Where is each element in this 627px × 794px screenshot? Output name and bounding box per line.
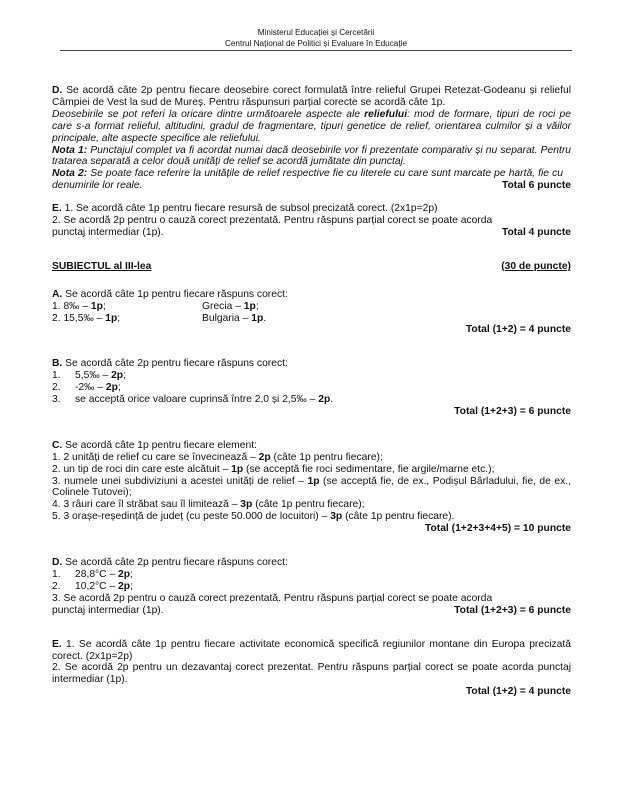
list-item xyxy=(52,511,571,523)
item-points: 3p xyxy=(240,499,253,511)
section-letter: B. xyxy=(52,358,63,370)
item-punct: . xyxy=(330,394,334,406)
list-item xyxy=(52,581,571,593)
section-letter: C. xyxy=(52,439,63,451)
item-note: (se acceptă fie, de ex., Podișul Bârladului, fie, de ex., Colinele Tutovei); xyxy=(52,475,571,499)
center-name: Centrul Național de Politici și Evaluare în Educație xyxy=(224,38,408,48)
section-b xyxy=(52,358,571,418)
aspects-text-end: : mod de formare, tipuri de roci pe care s-a format relieful, altitudini, gradul de fragmentare, tipuri genetice de relief, orientarea culmilor și a văilor principale, alte aspecte specifice ale reliefului. xyxy=(52,108,571,144)
section-total: Total (1+2) = 4 puncte xyxy=(465,686,571,698)
subject-title: SUBIECTUL al III-lea xyxy=(52,260,152,272)
item-punct: ; xyxy=(130,580,133,592)
aspects-keyword: reliefului xyxy=(364,108,408,120)
section-total: Total (1+2+3) = 6 puncte xyxy=(454,604,571,616)
item-number: 2. xyxy=(52,382,61,394)
item-points: 2p xyxy=(111,370,124,382)
section-intro: Se acordă câte 2p pentru fiecare răspuns corect: xyxy=(62,358,288,370)
answer-row xyxy=(52,313,571,325)
item-text: 2. un tip de roci din care este alcătuit – xyxy=(52,463,232,475)
section-total: Total (1+2+3+4+5) = 10 puncte xyxy=(424,523,571,535)
header-divider xyxy=(60,50,572,51)
item-points: 1p xyxy=(231,463,244,475)
item-text: se acceptă orice valoare cuprinsă între 2,0 și 2,5‰ – xyxy=(75,394,319,406)
section-d-relief xyxy=(52,85,571,192)
list-item xyxy=(52,452,571,464)
item-2: 2. Se acordă 2p pentru un dezavantaj corect prezentat. Pentru răspuns parțial corect se poate acorda punctaj intermediar (1p). xyxy=(52,662,571,686)
item-2-continued: punctaj intermediar (1p). xyxy=(52,226,164,238)
list-item xyxy=(52,382,571,394)
section-letter: E. xyxy=(52,638,62,650)
document-body xyxy=(52,85,571,698)
list-item xyxy=(52,476,571,500)
list-item xyxy=(52,370,571,382)
item-punct: ; xyxy=(123,370,126,382)
item-punct: ; xyxy=(130,569,133,580)
item-text: 5,5‰ – xyxy=(75,370,112,382)
subject-points: (30 de puncte) xyxy=(501,260,571,272)
item-text: 10,2°C – xyxy=(75,580,119,592)
answer-points: 1p xyxy=(105,312,118,324)
answer-points: 1p xyxy=(243,300,256,312)
answer-punct: ; xyxy=(102,300,106,312)
section-intro: Se acordă câte 2p pentru fiecare deosebire corect formulată între relieful Grupei Retezat-Godeanu și relieful Câmpiei de Vest la sud de Mureș. Pentru răspunsuri parțial corecte se acordă câte 1p. xyxy=(52,85,571,108)
answer-punct: ; xyxy=(117,312,121,324)
section-a xyxy=(52,289,571,337)
list-item xyxy=(52,569,571,581)
section-total: Total 6 puncte xyxy=(501,180,571,192)
item-number: 1. xyxy=(52,569,61,580)
item-note: (câte 1p pentru fiecare). xyxy=(342,511,455,523)
item-text: 5. 3 orașe-reședință de județ (cu peste 50.000 de locuitori) – xyxy=(52,511,331,523)
item-note: (câte 1p pentru fiecare); xyxy=(252,499,365,511)
note-1-text: Punctajul complet va fi acordat numai dacă deosebirile vor fi prezentate comparativ și nu separat. Pentru tratarea separată a celor două unități de relief se acordă jumătate din punctaj. xyxy=(52,144,571,168)
section-total: Total (1+2) = 4 puncte xyxy=(465,324,571,336)
note-1-label: Nota 1: xyxy=(52,144,88,156)
item-punct: ; xyxy=(117,382,121,394)
item-continued-row xyxy=(52,605,571,617)
item-continued: punctaj intermediar (1p). xyxy=(52,604,164,616)
item-points: 2p xyxy=(105,382,118,394)
item-points: 3p xyxy=(330,511,343,523)
item-number: 2. xyxy=(52,580,61,592)
item-2-continued-row xyxy=(52,227,571,239)
item-text: 4. 3 râuri care îl străbat sau îl limitează – xyxy=(52,499,241,511)
page-header xyxy=(60,28,572,49)
answer-row xyxy=(52,301,571,313)
list-item xyxy=(52,499,571,511)
item-note: (se acceptă fie roci sedimentare, fie argile/marne etc.); xyxy=(243,463,495,475)
section-intro: Se acordă câte 1p pentru fiecare element: xyxy=(62,439,257,451)
answer-country: Bulgaria – xyxy=(202,312,252,324)
item-number: 3. xyxy=(52,394,61,406)
item-number: 1. xyxy=(52,370,61,382)
item-points: 2p xyxy=(118,580,131,592)
item-text: 28,8°C – xyxy=(75,569,119,580)
answer-punct: . xyxy=(263,312,267,324)
section-intro: Se acordă câte 1p pentru fiecare răspuns corect: xyxy=(62,288,288,300)
note-2-label: Nota 2: xyxy=(52,168,88,180)
section-letter: A. xyxy=(52,288,63,300)
section-intro: Se acordă câte 2p pentru fiecare răspuns corect: xyxy=(62,557,288,569)
section-total: Total 4 puncte xyxy=(501,226,571,238)
list-item xyxy=(52,464,571,476)
item-note: (câte 1p pentru fiecare); xyxy=(270,451,383,463)
answer-value: 1. 8‰ – xyxy=(52,300,91,312)
answer-country: Grecia – xyxy=(202,300,244,312)
note-2-text: Se poate face referire la unitățile de relief respective fie cu literele cu care sunt marcate pe hartă, fie cu denumirile lor reale. xyxy=(52,168,563,192)
item-1: 1. Se acordă câte 1p pentru fiecare activitate economică specifică regiunilor montane din Europa precizată corect. (2x1p=2p) xyxy=(52,638,571,662)
item-points: 2p xyxy=(318,394,331,406)
item-text: 1. 2 unități de relief cu care se învecinează – xyxy=(52,451,259,463)
section-letter: E. xyxy=(52,203,62,215)
note-2-row xyxy=(52,168,571,192)
section-c xyxy=(52,440,571,535)
answer-points: 1p xyxy=(90,300,103,312)
item-points: 2p xyxy=(258,451,271,463)
section-total: Total (1+2+3) = 6 puncte xyxy=(454,405,571,417)
ministry-name: Ministerul Educației și Cercetării xyxy=(257,28,375,37)
item-2: 2. Se acordă 2p pentru o cauză corect prezentată. Pentru răspuns parțial corect se poate acorda xyxy=(52,214,493,226)
section-e-resources xyxy=(52,203,571,239)
answer-points: 1p xyxy=(251,312,264,324)
section-e-mountain xyxy=(52,639,571,699)
item-1: 1. Se acordă câte 1p pentru fiecare resursă de subsol precizată corect. (2x1p=2p) xyxy=(61,203,438,215)
answer-punct: ; xyxy=(255,300,259,312)
answer-value: 2. 15,5‰ – xyxy=(52,312,106,324)
item-points: 1p xyxy=(307,475,320,487)
section-letter: D. xyxy=(52,85,63,96)
item-points: 2p xyxy=(118,569,131,580)
list-item xyxy=(52,394,571,406)
section-letter: D. xyxy=(52,557,63,569)
item-text: -2‰ – xyxy=(75,382,106,394)
list-item: 3. Se acordă 2p pentru o cauză corect prezentată. Pentru răspuns parțial corect se poate acorda xyxy=(52,592,493,604)
item-text: 3. numele unei subdiviziuni a acestei unități de relief – xyxy=(52,475,308,487)
section-d-temperature xyxy=(52,557,571,617)
subject-heading xyxy=(52,261,571,273)
aspects-text: Deosebirile se pot referi la oricare dintre următoarele aspecte ale xyxy=(52,108,365,120)
